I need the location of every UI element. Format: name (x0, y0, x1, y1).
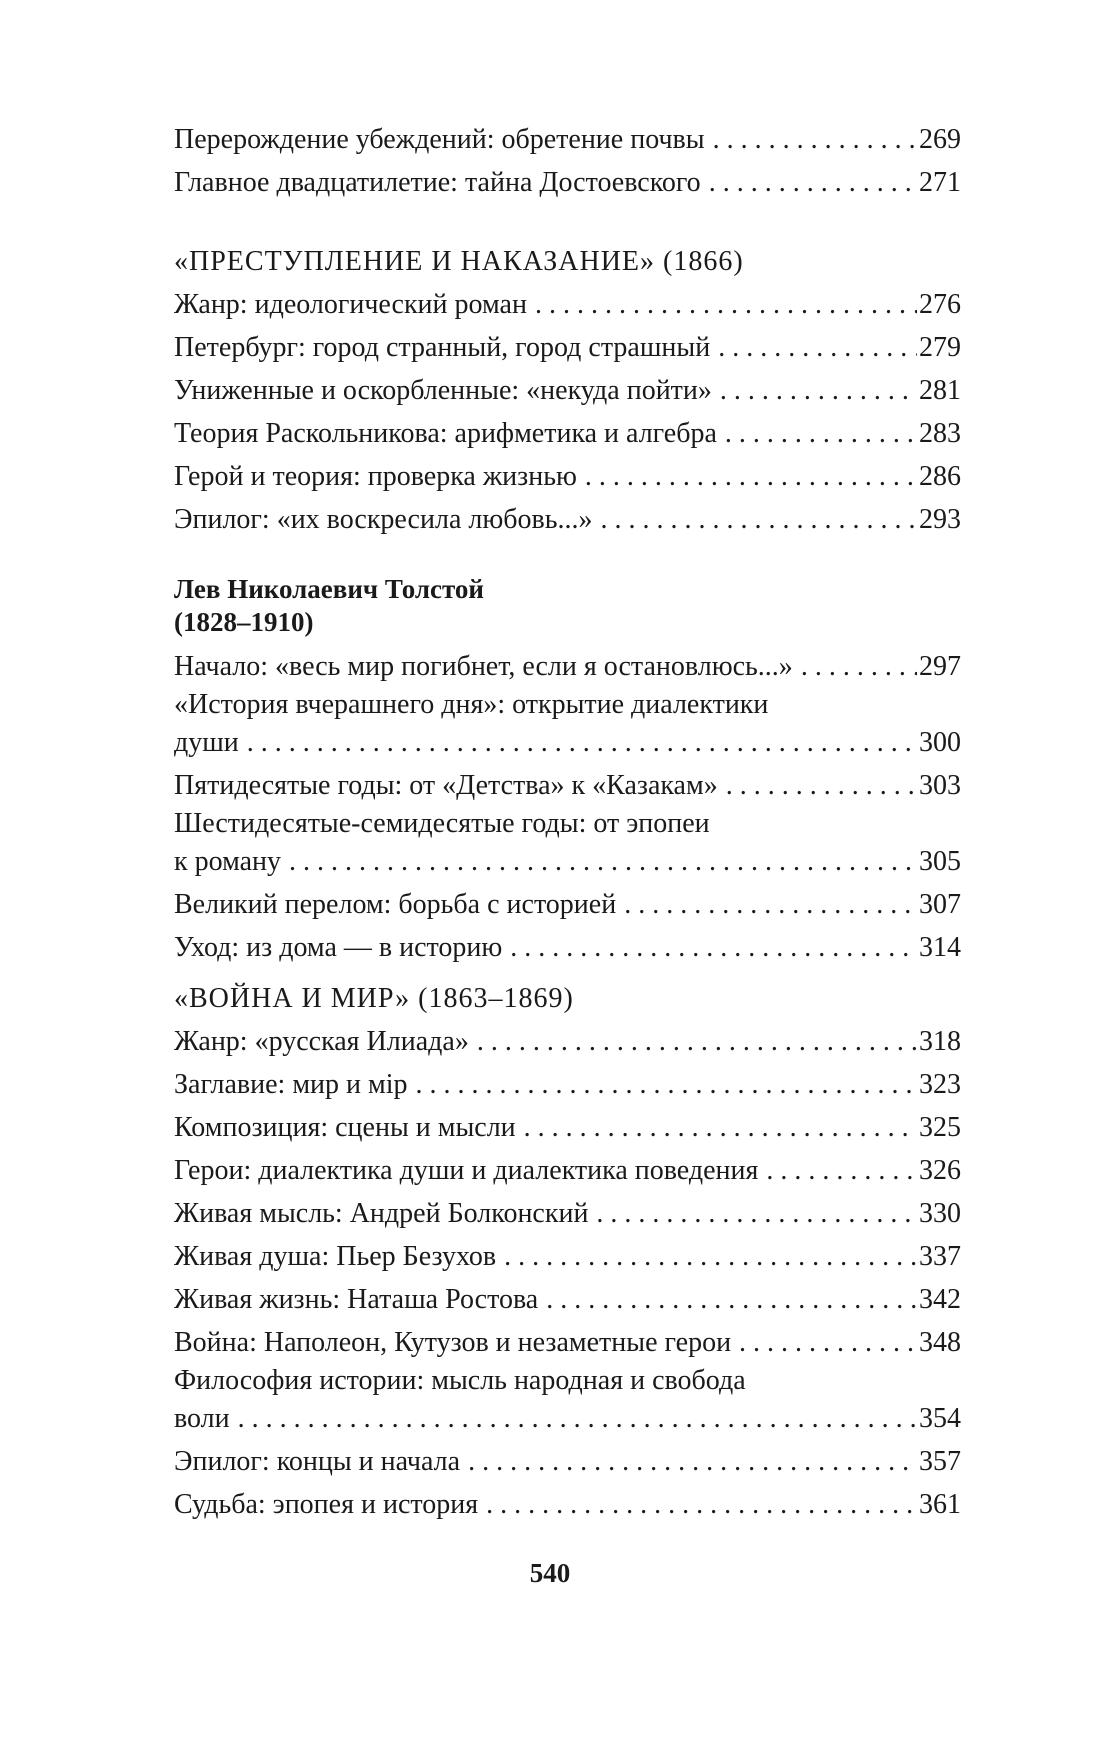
toc-entry[interactable] (174, 1440, 961, 1483)
toc-entry-page: 325 (919, 1112, 961, 1143)
toc-entry-page: 305 (919, 846, 961, 877)
toc-entry-title: Теория Раскольникова: арифметика и алгебра (174, 412, 725, 455)
toc-entry[interactable] (174, 926, 961, 969)
dot-leader (535, 283, 917, 326)
toc-entry-title: Жанр: идеологический роман (174, 283, 535, 326)
toc-entry[interactable] (174, 1483, 961, 1526)
toc-entry[interactable] (174, 1020, 961, 1063)
author-heading-tolstoy (174, 573, 961, 639)
toc-entry[interactable] (174, 1364, 961, 1440)
toc-entry[interactable] (174, 1235, 961, 1278)
toc-entry-title: Судьба: эпопея и история (174, 1483, 486, 1526)
toc-entry[interactable] (174, 1278, 961, 1321)
dot-leader (247, 721, 917, 764)
dot-leader (504, 1235, 917, 1278)
toc-entry-page: 314 (919, 932, 961, 963)
dot-leader (477, 1020, 917, 1063)
toc-entry-page: 279 (919, 332, 961, 363)
toc-entry-page: 286 (919, 461, 961, 492)
dot-leader (585, 455, 917, 498)
toc-entry[interactable] (174, 1192, 961, 1235)
toc-entry-title: Живая душа: Пьер Безухов (174, 1235, 504, 1278)
dot-leader (725, 412, 917, 455)
toc-entry-title: Перерождение убеждений: обретение почвы (174, 118, 713, 161)
toc-entry-title: Заглавие: мир и мip (174, 1063, 416, 1106)
toc-entry-page: 354 (919, 1403, 961, 1434)
author-years: (1828–1910) (174, 607, 314, 637)
toc-entry-title: Уход: из дома — в историю (174, 926, 510, 969)
dot-leader (524, 1106, 917, 1149)
toc-entry-title: Живая жизнь: Наташа Ростова (174, 1278, 546, 1321)
toc-entry[interactable] (174, 1149, 961, 1192)
toc-entry-page: 283 (919, 418, 961, 449)
toc-entry-page: 337 (919, 1241, 961, 1272)
dot-leader (289, 840, 917, 883)
toc-entry-page: 361 (919, 1489, 961, 1520)
page-number: 540 (529, 1558, 571, 1588)
spacer (174, 969, 961, 977)
toc-entry-title: Эпилог: «их воскресила любовь...» (174, 498, 601, 541)
dot-leader (486, 1483, 917, 1526)
dot-leader (801, 645, 917, 688)
toc-entry[interactable] (174, 688, 961, 764)
toc-entry-title: Петербург: город странный, город страшный (174, 326, 718, 369)
dot-leader (238, 1397, 917, 1440)
toc-entry-page: 318 (919, 1026, 961, 1057)
dot-leader (709, 161, 917, 204)
toc-entry-page: 269 (919, 124, 961, 155)
toc-entry[interactable] (174, 455, 961, 498)
section-heading-crime-and-punishment: «ПРЕСТУПЛЕНИЕ И НАКАЗАНИЕ» (1866) (174, 246, 744, 277)
toc-entry[interactable] (174, 1321, 961, 1364)
toc-entry-title-line1: «История вчерашнего дня»: открытие диалектики (174, 689, 769, 720)
toc-entry-title-line1: Шестидесятые-семидесятые годы: от эпопеи (174, 808, 710, 839)
dot-leader (546, 1278, 917, 1321)
toc-entry-title: Живая мысль: Андрей Болконский (174, 1192, 596, 1235)
toc-entry-title-line2: к роману (174, 840, 289, 883)
toc-entry[interactable] (174, 1063, 961, 1106)
toc-entry-title: Великий перелом: борьба с историей (174, 883, 624, 926)
toc-entry[interactable] (174, 764, 961, 807)
toc-entry[interactable] (174, 283, 961, 326)
toc-entry[interactable] (174, 369, 961, 412)
dot-leader (726, 764, 917, 807)
dot-leader (713, 118, 917, 161)
dot-leader (510, 926, 917, 969)
toc-entry-title-line2: души (174, 721, 247, 764)
toc-entry-page: 326 (919, 1155, 961, 1186)
toc-entry[interactable] (174, 326, 961, 369)
spacer (174, 204, 961, 240)
toc-entry-title: Жанр: «русская Илиада» (174, 1020, 477, 1063)
dot-leader (718, 326, 917, 369)
toc-entry-title: Эпилог: концы и начала (174, 1440, 468, 1483)
toc-entry[interactable] (174, 645, 961, 688)
dot-leader (720, 369, 917, 412)
author-name: Лев Николаевич Толстой (174, 574, 484, 604)
toc-entry-page: 348 (919, 1327, 961, 1358)
toc-entry-page: 323 (919, 1069, 961, 1100)
toc-entry-title: Униженные и оскорбленные: «некуда пойти» (174, 369, 720, 412)
toc-entry-title-line1: Философия истории: мысль народная и свобода (174, 1365, 746, 1396)
section-heading-war-and-peace: «ВОЙНА И МИР» (1863–1869) (174, 983, 574, 1014)
toc-entry-title: Герой и теория: проверка жизнью (174, 455, 585, 498)
toc-entry[interactable] (174, 412, 961, 455)
toc-entry[interactable] (174, 118, 961, 161)
toc-entry-title: Пятидесятые годы: от «Детства» к «Казакам» (174, 764, 726, 807)
toc-entry[interactable] (174, 1106, 961, 1149)
toc-entry-page: 297 (919, 651, 961, 682)
toc-entry[interactable] (174, 807, 961, 883)
toc-entry[interactable] (174, 161, 961, 204)
toc-entry-title-line2: воли (174, 1397, 238, 1440)
toc-entry-title: Начало: «весь мир погибнет, если я остановлюсь...» (174, 645, 801, 688)
table-of-contents (174, 118, 961, 1526)
toc-entry-page: 357 (919, 1446, 961, 1477)
toc-entry-title: Композиция: сцены и мысли (174, 1106, 524, 1149)
toc-entry-page: 307 (919, 889, 961, 920)
dot-leader (739, 1321, 917, 1364)
toc-entry-page: 293 (919, 504, 961, 535)
toc-entry-page: 276 (919, 289, 961, 320)
dot-leader (416, 1063, 917, 1106)
toc-entry-page: 281 (919, 375, 961, 406)
dot-leader (766, 1149, 917, 1192)
toc-entry-page: 303 (919, 770, 961, 801)
toc-entry-page: 271 (919, 167, 961, 198)
toc-entry-page: 342 (919, 1284, 961, 1315)
toc-entry[interactable] (174, 498, 961, 541)
toc-entry-title: Герои: диалектика души и диалектика поведения (174, 1149, 766, 1192)
toc-entry-title: Главное двадцатилетие: тайна Достоевского (174, 161, 709, 204)
toc-entry[interactable] (174, 883, 961, 926)
toc-entry-page: 330 (919, 1198, 961, 1229)
toc-entry-title: Война: Наполеон, Кутузов и незаметные герои (174, 1321, 739, 1364)
dot-leader (601, 498, 918, 541)
dot-leader (468, 1440, 917, 1483)
dot-leader (624, 883, 917, 926)
toc-entry-page: 300 (919, 727, 961, 758)
dot-leader (596, 1192, 917, 1235)
